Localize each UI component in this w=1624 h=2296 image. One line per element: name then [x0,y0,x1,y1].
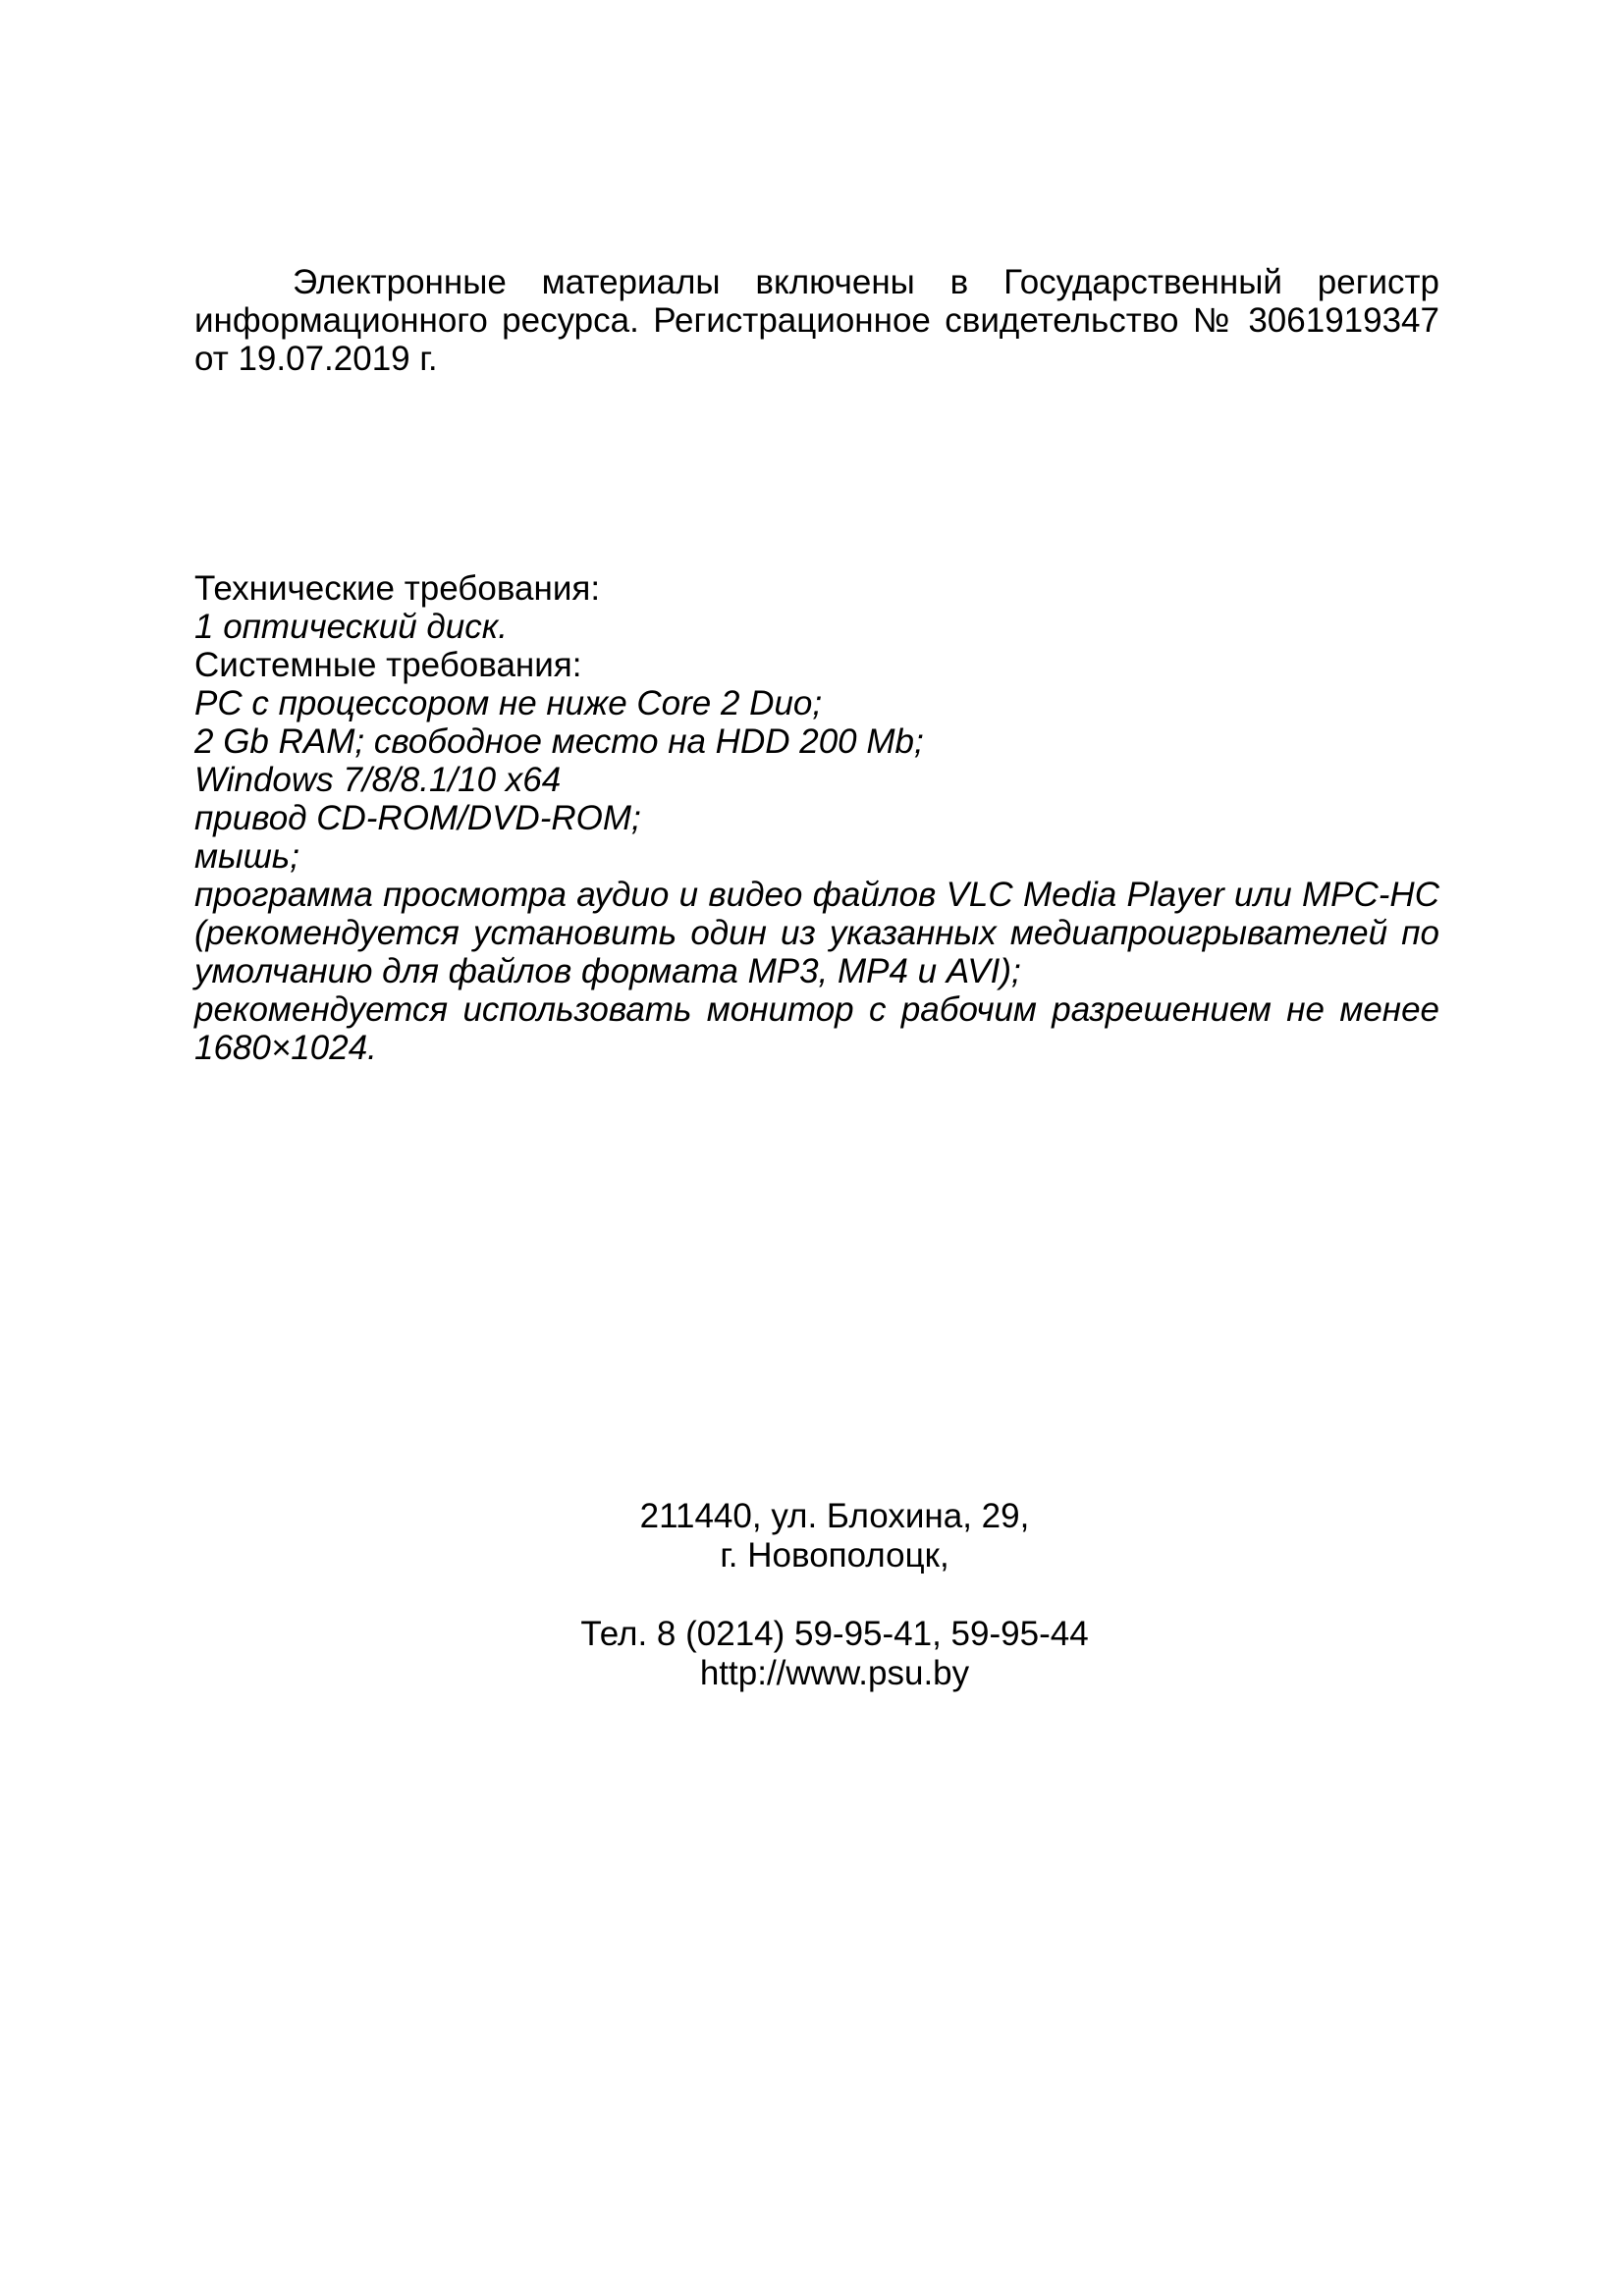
system-requirement-mouse: мышь; [194,837,299,876]
phone-numbers: Тел. 8 (0214) 59-95-41, 59-95-44 [580,1615,1089,1653]
system-requirement-cpu: PC с процессором не ниже Core 2 Duo; [194,684,823,722]
contact-spacer [491,1575,1178,1615]
system-requirement-media-player: программа просмотра аудио и видео файлов VLC Media Player или MPC-HC (рекомендуется установить один из указанных медиапроигрывателей по умолчанию для файлов формата MP3, MP4 и AVI); [194,876,1439,990]
system-requirement-monitor: рекомендуется использовать монитор с рабочим разрешением не менее 1680×1024. [194,990,1439,1067]
address-line-street: 211440, ул. Блохина, 29, [639,1497,1030,1535]
system-requirement-drive: привод CD-ROM/DVD-ROM; [194,799,641,837]
system-requirements-heading: Системные требования: [194,646,582,684]
requirements-block [194,569,1439,1067]
contact-block [491,1497,1178,1693]
system-requirement-ram-hdd: 2 Gb RAM; свободное место на HDD 200 Mb; [194,722,924,761]
tech-requirements-heading: Технические требования: [194,569,601,608]
registration-notice: Электронные материалы включены в Государственный регистр информационного ресурса. Регистрационное свидетельство № 3061919347 от 19.07.2019 г. [194,263,1439,378]
tech-requirements-item: 1 оптический диск. [194,608,508,646]
website-url: http://www.psu.by [699,1654,970,1692]
address-line-city: г. Новополоцк, [720,1536,949,1575]
system-requirement-os: Windows 7/8/8.1/10 x64 [194,761,562,799]
